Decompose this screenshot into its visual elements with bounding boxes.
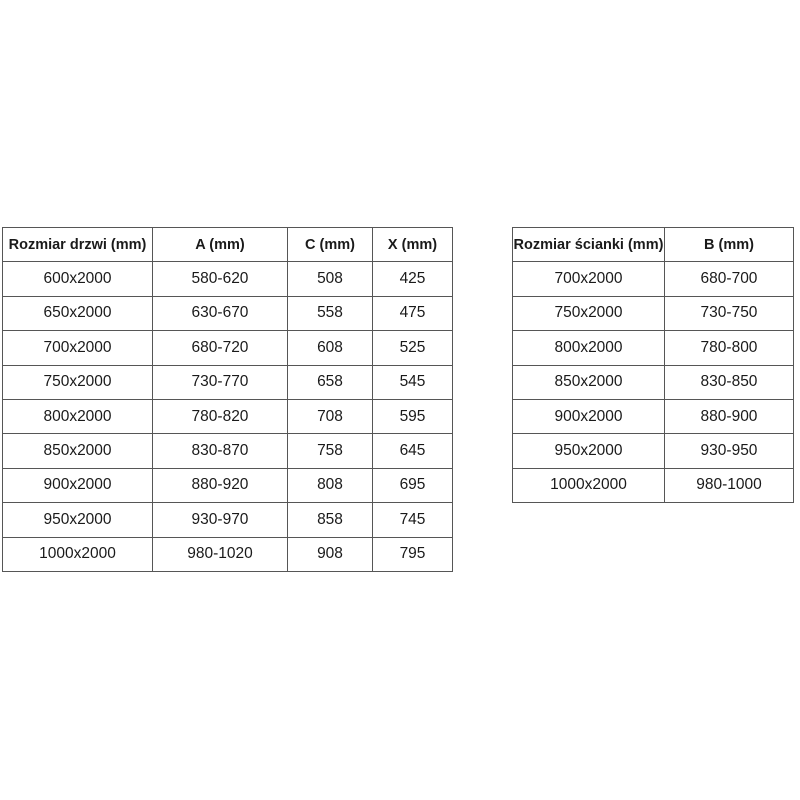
table-row bbox=[3, 331, 453, 365]
table-cell: 680-720 bbox=[153, 331, 288, 365]
table-cell: 900x2000 bbox=[3, 468, 153, 502]
table-cell: 980-1020 bbox=[153, 537, 288, 571]
table-cell: 650x2000 bbox=[3, 296, 153, 330]
table-row bbox=[3, 503, 453, 537]
column-header: Rozmiar drzwi (mm) bbox=[3, 228, 153, 262]
door-sizes-table bbox=[2, 227, 453, 572]
table-cell: 980-1000 bbox=[665, 468, 794, 502]
table-row bbox=[3, 537, 453, 571]
door-table-header-row bbox=[3, 228, 453, 262]
table-cell: 830-850 bbox=[665, 365, 794, 399]
column-header: A (mm) bbox=[153, 228, 288, 262]
table-cell: 595 bbox=[373, 399, 453, 433]
table-cell: 425 bbox=[373, 262, 453, 296]
table-cell: 658 bbox=[288, 365, 373, 399]
table-cell: 750x2000 bbox=[3, 365, 153, 399]
table-row bbox=[513, 296, 794, 330]
table-row bbox=[513, 262, 794, 296]
table-cell: 880-920 bbox=[153, 468, 288, 502]
table-cell: 780-820 bbox=[153, 399, 288, 433]
table-cell: 800x2000 bbox=[513, 331, 665, 365]
table-cell: 558 bbox=[288, 296, 373, 330]
table-cell: 950x2000 bbox=[3, 503, 153, 537]
table-cell: 930-950 bbox=[665, 434, 794, 468]
table-cell: 680-700 bbox=[665, 262, 794, 296]
table-cell: 708 bbox=[288, 399, 373, 433]
column-header: C (mm) bbox=[288, 228, 373, 262]
table-cell: 608 bbox=[288, 331, 373, 365]
table-row bbox=[513, 365, 794, 399]
table-cell: 745 bbox=[373, 503, 453, 537]
table-cell: 700x2000 bbox=[513, 262, 665, 296]
table-cell: 780-800 bbox=[665, 331, 794, 365]
table-cell: 525 bbox=[373, 331, 453, 365]
table-row bbox=[3, 434, 453, 468]
table-cell: 808 bbox=[288, 468, 373, 502]
column-header: B (mm) bbox=[665, 228, 794, 262]
table-cell: 580-620 bbox=[153, 262, 288, 296]
table-cell: 750x2000 bbox=[513, 296, 665, 330]
column-header: Rozmiar ścianki (mm) bbox=[513, 228, 665, 262]
table-row bbox=[513, 331, 794, 365]
wall-table-body bbox=[513, 262, 794, 503]
table-cell: 545 bbox=[373, 365, 453, 399]
column-header: X (mm) bbox=[373, 228, 453, 262]
table-cell: 475 bbox=[373, 296, 453, 330]
wall-table-header-row bbox=[513, 228, 794, 262]
table-cell: 795 bbox=[373, 537, 453, 571]
table-cell: 850x2000 bbox=[3, 434, 153, 468]
table-cell: 508 bbox=[288, 262, 373, 296]
table-cell: 630-670 bbox=[153, 296, 288, 330]
table-cell: 908 bbox=[288, 537, 373, 571]
table-cell: 880-900 bbox=[665, 399, 794, 433]
table-row bbox=[3, 296, 453, 330]
table-row bbox=[513, 468, 794, 502]
table-cell: 730-750 bbox=[665, 296, 794, 330]
table-cell: 830-870 bbox=[153, 434, 288, 468]
wall-sizes-table bbox=[512, 227, 794, 503]
table-cell: 950x2000 bbox=[513, 434, 665, 468]
table-row bbox=[3, 468, 453, 502]
table-cell: 1000x2000 bbox=[513, 468, 665, 502]
door-table-body bbox=[3, 262, 453, 572]
table-cell: 600x2000 bbox=[3, 262, 153, 296]
table-cell: 858 bbox=[288, 503, 373, 537]
table-cell: 1000x2000 bbox=[3, 537, 153, 571]
table-row bbox=[3, 365, 453, 399]
table-row bbox=[513, 399, 794, 433]
table-cell: 930-970 bbox=[153, 503, 288, 537]
table-row bbox=[513, 434, 794, 468]
table-cell: 850x2000 bbox=[513, 365, 665, 399]
table-cell: 900x2000 bbox=[513, 399, 665, 433]
table-cell: 645 bbox=[373, 434, 453, 468]
table-row bbox=[3, 262, 453, 296]
table-cell: 800x2000 bbox=[3, 399, 153, 433]
table-cell: 700x2000 bbox=[3, 331, 153, 365]
table-cell: 695 bbox=[373, 468, 453, 502]
table-cell: 758 bbox=[288, 434, 373, 468]
table-cell: 730-770 bbox=[153, 365, 288, 399]
table-row bbox=[3, 399, 453, 433]
